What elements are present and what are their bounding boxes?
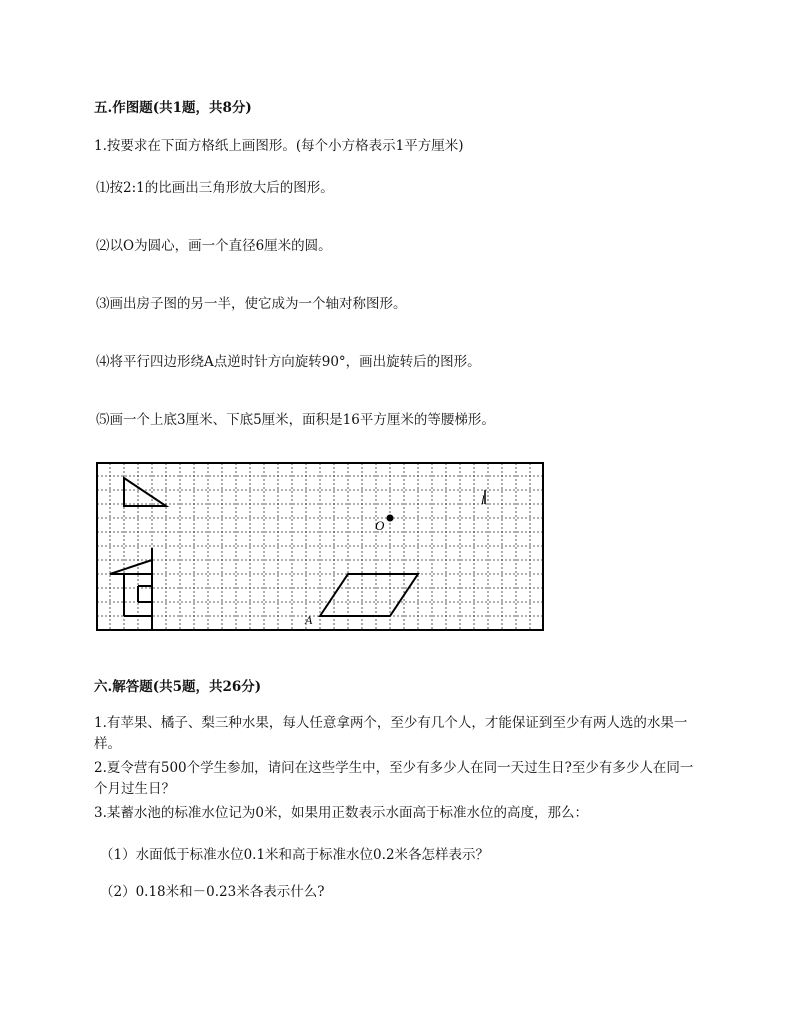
part-2-text: ⑵以O为圆心，画一个直径6厘米的圆。 [96,238,332,254]
section-6-title: 六.解答题(共5题，共26分) [94,679,262,695]
answer-question-1: 1.有苹果、橘子、梨三种水果，每人任意拿两个，至少有几个人，才能保证到至少有两人选的水果一样。 [94,715,688,752]
question-3-part-2: （2）0.18米和－0.23米各表示什么? [100,884,325,900]
center-point-o [387,515,394,522]
question-3-part-1: （1）水面低于标准水位0.1米和高于标准水位0.2米各怎样表示？ [100,847,490,863]
label-o: O [375,518,385,533]
answer-question-3: 3.某蓄水池的标准水位记为0米，如果用正数表示水面高于标准水位的高度，那么： [94,805,588,821]
part-5-text: ⑸画一个上底3厘米、下底5厘米，面积是16平方厘米的等腰梯形。 [96,412,495,428]
grid-paper-figure [96,462,544,632]
grid-lines [97,463,543,630]
small-triangle [124,478,166,506]
answer-question-2: 2.夏令营有500个学生参加，请问在这些学生中，至少有多少人在同一天过生日?至少有多少人在同一个月过生日？ [94,760,694,797]
part-4-text: ⑷将平行四边形绕A点逆时针方向旋转90°，画出旋转后的图形。 [96,354,481,370]
label-a: A [305,613,313,627]
question-1-text: 1.按要求在下面方格纸上画图形。(每个小方格表示1平方厘米) [94,138,464,154]
section-5-title: 五.作图题(共1题，共8分) [94,100,252,116]
part-3-text: ⑶画出房子图的另一半，使它成为一个轴对称图形。 [96,296,407,312]
parallelogram [320,574,418,616]
label-l: l [481,492,485,507]
part-1-text: ⑴按2:1的比画出三角形放大后的图形。 [96,180,334,196]
